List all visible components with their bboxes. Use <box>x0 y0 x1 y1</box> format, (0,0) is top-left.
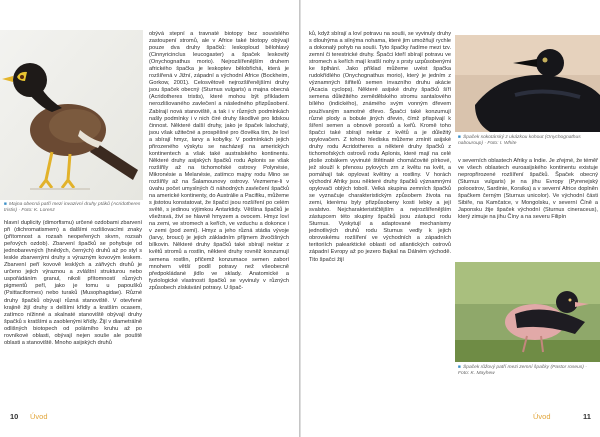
caption-marker-icon: ■ <box>458 135 461 140</box>
right-page <box>301 0 600 437</box>
right-col2-text: v severních oblastech Afriky a Indie. Je zřejmé, že téměř ve všech oblastech euroasijského kontinentu existuje nepropřirozené rozšíření špačků. Špaček obecný (Sturnus vulgaris) je na jihu Evropy (Pyrenejský poloostrov, Sardinie, Korsika) a v severní Africe doplněn špačkem černým (Sturnus unicolor). Ve východní části Sibiře, na Kamčatce, v Mongolsku, v severní Číně a Japonsku žije špaček východní (Sturnus cineraceus), který zimuje na jihu Číny a na severu Filipín <box>458 158 598 221</box>
right-section-title: Úvod <box>533 412 551 421</box>
right-col1-text: ků, když sbírají a loví potravu na souši, se vyvinuly druhy s dlouhýma a silnýma nohama, které jim umožňují rychle a dokonalý pohyb na souši. Tyto špačky řadíme mezi tzv. zemní či terestrické druhy. Špačci kteří sbírají potravu ve stromech a keřích mají kratší nohy s prsty uzpůsobenými ke šplhání. Jako příklad můžeme uvést špačka rudokřídlého (Onychognathus morio), který je jedním z významných šiřitelů semen invazního druhu akácie (Acacia cyclops). Některé asijské druhy špačků šíří semena důležitého zemědělského stromu santalového bílého (indického), známého svým vonným dřevem používaným samotné dřevo. Špačci také konzumují různé plody a bobule jiných dřevin, čímž přispívají k šíření semen a obnově porostů a keřů. Kromě toho špačci také sbírají nektar z květů a je důležitý opylovačem. Z tohoto hlediska můžeme zmínit asijské druhy rodu Acridotheres a některé druhy špačků z tichomořských ostrovů rodu Aplonis, které mají na celé ploše zobákem vyvinuté štětinaté chomáčovité pírkové, jež slouží k přenosu pylových zrn z květu na květ, a pomáhají tak opylovat květiny a rostliny. V horách východní Afriky jsou některé druhy špačků významnými opylovači oblých tobolí. Velká skupina zemních špačků se vyznačuje charakteristickým způsobem života na zemi, kterému byly přizpůsobeny kosti lebky a její svalstvo. Nejcharakterističtějším a nejrozšířenějším zástupcem této skupiny špačků jsou zástupci rodu Sturnus. Vyskytují a adaptované mechanismy jednotlivých druhů rodu Sturnus vedly k jejich obrovskému rozšíření ve východních a západních teritoriích palearktické oblasti od atlantických ostrovů západní Evropy až po jezero Bajkal na Dálném východě. Tito špačci žijí <box>309 31 451 263</box>
black-bird-photo-caption: ■ Špaček sokotárský z ukázkou kohout (Onychognathus nabouroup) · Foto: I. White <box>458 135 581 146</box>
caption-marker-icon: ■ <box>4 202 7 207</box>
left-page-number: 10 <box>10 412 19 421</box>
myna-bird-photo <box>0 30 143 200</box>
right-page-number: 11 <box>583 412 591 421</box>
right-column-1 <box>309 31 451 264</box>
black-bird-profile-photo <box>455 35 600 132</box>
left-col2-text: obývá stepní a travnaté biotopy bez souvislého zastoupení stromů, ale v Africe také biotopy obývají pouze dva druhy špačků: leskoploud bělohlavý (Cinnyricinclus leucogaster) a špaček leskovitý (Onychognathus morio). Nejrozšířenějším druhem afrického špačka je leskoptev bělobřichá, která je rozšířená v Jižní, západní a východní Africe (Bockheim, Gorkow, 2001). Celosvětově nejrozšířenějšími druhy jsou špaček obecný (Sturnus vulgaris) a majna obecná (Acridotheres tristis), které mohou být příkladem nerozlišovaného zavlečení a následného přizpůsobení. Zabírají nová stanoviště, a tak i v různých podmínkách našly podmínky i v nich čiré druhy škodlivé pro lidskou činnost. Některé další druhy, jako je špaček lalochatý, jsou však užitečné a prospěšné pro člověka tím, že loví a sbírají hmyz, larvy a kobylky. V podmínkách jejich přirozeného výskytu se nacházejí na amerických kontinentech a však také australského kontinentu. Některé druhy asijských špačků rodu Aplonis se však rozšířily až na tichomořské ostrovy Polynésie, Mikronésie a Melanésie, zatímco majny rodu Mino se rozšířily až na Šalamounovy ostrovy. Vezmeme-li v úvahu počet umyslných či náhodných zavlečení špačků na americké kontinenty, do Austrálie a Pacifiku, můžeme s jistotou konstatovat, že špačci jsou rozšíření po celém světě, s jedinou výjimkou Antarktidy. Většina špačků je všežravá, živí se hlavně hmyzem a ovocem. Hmyz loví na zemi, ve stromech a keřích, ve vzduchu a dokonce i v zemi (pod zemí). Hmyz a jeho různá stádia vývoje (larvy, brouci) je jejich základním příjmem živočišných bílkovin. Některé druhy špačků také sbírají nektar z květů stromů a rostlin, některé druhy rovněž konzumují semena rostlin, přičemž konzumace semen zaborí mnohem větší podíl potravy než všeobecně předpokládané jídlo ve sklady. Anatomické a fyziologické vlastnosti špačků se vyvinuly v různých způsobech získávání potravy. U špač- <box>149 31 289 291</box>
starling-photo-caption: ■ Špaček růžový patří mezi zemní špačky (Pastor roseus) · Foto: K. Mayhew <box>458 365 587 376</box>
left-page <box>0 0 299 437</box>
left-section-title: Úvod <box>30 412 48 421</box>
left-column-1 <box>4 220 142 347</box>
right-column-2 <box>458 158 598 221</box>
myna-photo-caption: ■ Majna obecná patří mezi invazivní druhy ptáků (Acridotheres tristis) · Foto: K. Lorenz <box>4 202 141 213</box>
left-column-2 <box>149 31 289 292</box>
starling-on-grass-photo <box>455 262 600 362</box>
caption-marker-icon: ■ <box>458 365 461 370</box>
left-col1-text: hlavní duplicity (dimorfismu) určené ozdobami zbarvení při (dichromatismem) a dalšími rozlišovacími znaky (přítomnost a rozsah neopeřených skvrn, rozsah peřových ozdob). Zbarvení špačků se pohybuje od jednobarevných (hnědých, černých) druhů až po styl s leskle zbarvenými druhy s výrazným kovovým leskem. Zbarvení peří kovově lesklých a zářivých druhů je určeno jejich výraznou a zvláštní strukturou nebo uspořádáním granul, nikoli přítomností různých pigmentů peří, jako je tomu u papoušků (Psittaciformes) nebo turaků (Musophagidae). Různé druhy špačků obývají různá stanoviště. V otevřené krajině žijí druhy s delšími křídly a kratším ocasem, zatímco nížinné a skalnaté stanoviště obývají druhy špačků s kratšími a zaoblenými křídly. Žijí v diametrálně odlišných biotopech od polárního kruhu až po rovníkové oblasti, obývají nejen souše ale pouště oblasti a stanoviště. Mnoho asijských druhů <box>4 220 142 346</box>
